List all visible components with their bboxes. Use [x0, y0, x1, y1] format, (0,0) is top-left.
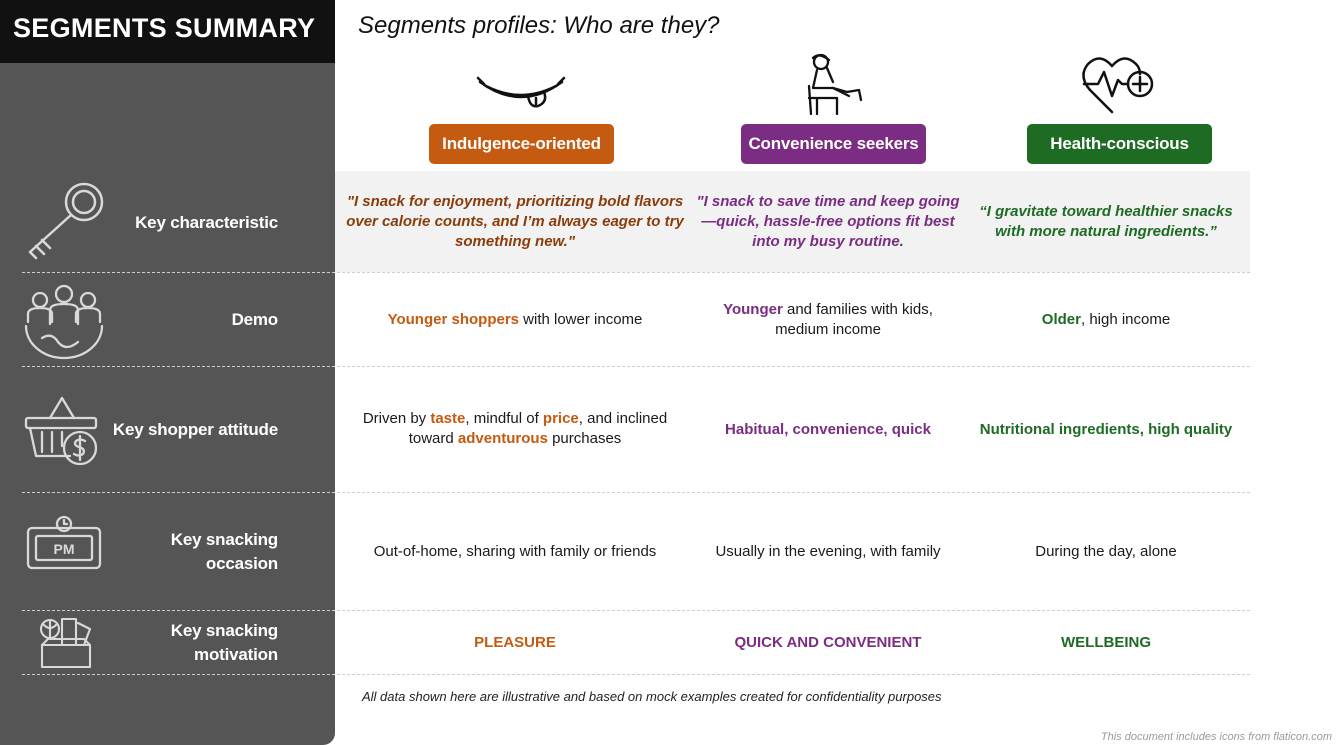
- motivation-text: PLEASURE: [474, 634, 556, 651]
- row-label-key-snacking-occasion: [100, 528, 278, 576]
- demo-rest: , high income: [1080, 311, 1171, 328]
- row-label-line: occasion: [205, 554, 278, 573]
- row-label-demo: Demo: [231, 310, 278, 329]
- occasion-text: Usually in the evening, with family: [715, 543, 941, 560]
- demo-highlight: Younger: [723, 301, 783, 318]
- divider: [22, 366, 1250, 367]
- key-icon: [24, 180, 106, 262]
- demo-rest: with lower income: [519, 311, 643, 328]
- motivation-text: WELLBEING: [1061, 634, 1151, 651]
- attitude-highlight: taste: [430, 410, 466, 427]
- attitude-text: [340, 409, 690, 449]
- snack-box-icon: [38, 615, 96, 669]
- demo-convenience: [705, 300, 951, 340]
- people-globe-icon: [22, 282, 106, 360]
- occasion-indulgence: [340, 542, 690, 562]
- demo-text: [705, 300, 951, 340]
- demo-highlight: Older: [1041, 311, 1081, 328]
- basket-dollar-icon: [24, 394, 104, 468]
- occasion-convenience: [692, 542, 964, 562]
- attitude-part: , mindful of: [465, 410, 543, 427]
- motivation-convenience: [692, 633, 964, 653]
- quote-text: “I gravitate toward healthier snacks with more natural ingredients.”: [979, 203, 1233, 240]
- segment-badge-indulgence: Indulgence-oriented: [429, 124, 614, 164]
- row-label-line: Key snacking: [170, 621, 278, 640]
- footnote: All data shown here are illustrative and based on mock examples created for confidentiality purposes: [362, 689, 942, 704]
- demo-text: [1042, 310, 1170, 330]
- attitude-text: Habitual, convenience, quick: [725, 421, 931, 438]
- demo-text: [388, 310, 643, 330]
- divider: [22, 610, 1250, 611]
- segment-badge-health: Health-conscious: [1027, 124, 1212, 164]
- characteristic-indulgence: [340, 186, 690, 258]
- svg-text:PM: PM: [53, 541, 75, 557]
- attitude-convenience: [692, 420, 964, 440]
- demo-health: [970, 300, 1242, 340]
- motivation-text: QUICK AND CONVENIENT: [734, 634, 922, 651]
- row-label-key-snacking-motivation: [100, 619, 278, 667]
- characteristic-health: [970, 196, 1242, 248]
- characteristic-convenience: [692, 186, 964, 258]
- attitude-highlight: adventurous: [457, 430, 548, 447]
- row-label-key-characteristic: Key characteristic: [135, 213, 278, 232]
- occasion-text: Out-of-home, sharing with family or friends: [373, 543, 657, 560]
- subtitle: Segments profiles: Who are they?: [358, 12, 720, 39]
- motivation-indulgence: [340, 633, 690, 653]
- tongue-smile-icon: [476, 70, 566, 112]
- attitude-indulgence: [340, 409, 690, 449]
- attitude-part: Driven by: [362, 410, 431, 427]
- pm-clock-sign-icon: [26, 514, 104, 572]
- demo-highlight: Younger shoppers: [387, 311, 519, 328]
- row-label-key-shopper-attitude: Key shopper attitude: [112, 420, 278, 439]
- occasion-text: During the day, alone: [1035, 543, 1177, 560]
- quote-text: "I snack to save time and keep going—quick, hassle-free options fit best into my busy routine.: [696, 193, 960, 250]
- attitude-part: , and inclined toward: [408, 410, 668, 447]
- quote-text: "I snack for enjoyment, prioritizing bold flavors over calorie counts, and I’m always eager to try something new.": [346, 193, 684, 250]
- heart-pulse-plus-icon: [1082, 54, 1156, 116]
- row-label-line: Key snacking: [170, 530, 278, 549]
- segment-badge-convenience: Convenience seekers: [741, 124, 926, 164]
- demo-indulgence: [340, 300, 690, 340]
- attitude-highlight: price: [542, 410, 579, 427]
- icon-credit: This document includes icons from flaticon.com: [1100, 731, 1332, 743]
- divider: [22, 492, 1250, 493]
- demo-rest: and families with kids, medium income: [775, 301, 933, 338]
- attitude-text: Nutritional ingredients, high quality: [979, 421, 1233, 438]
- attitude-health: [966, 420, 1246, 440]
- divider: [22, 272, 1250, 273]
- row-label-line: motivation: [194, 645, 278, 664]
- page-title: SEGMENTS SUMMARY: [0, 0, 335, 63]
- attitude-part: purchases: [547, 430, 622, 447]
- motivation-health: [970, 633, 1242, 653]
- occasion-health: [970, 542, 1242, 562]
- person-relaxing-chair-icon: [803, 52, 865, 116]
- divider: [22, 674, 1250, 675]
